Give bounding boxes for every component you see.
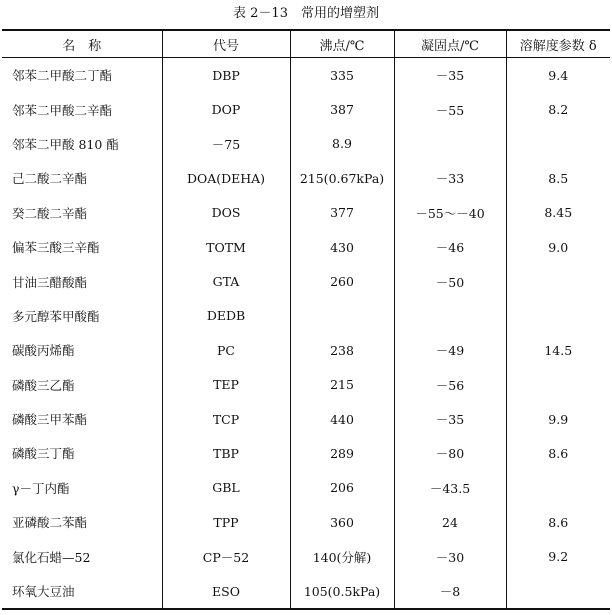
cell-freezing-point: －33 (394, 161, 506, 195)
cell-boiling-point: 8.9 (290, 127, 394, 161)
table-row (2, 368, 610, 402)
cell-freezing-point: －49 (394, 333, 506, 367)
cell-solubility (506, 471, 610, 505)
cell-name: 邻苯二甲酸二丁酯 (12, 68, 113, 84)
cell-boiling-point: 260 (290, 264, 394, 298)
cell-code: GTA (162, 264, 290, 298)
cell-solubility: 9.9 (506, 402, 610, 436)
cell-solubility: 8.2 (506, 92, 610, 126)
cell-boiling-point: 377 (290, 196, 394, 230)
cell-solubility: 8.6 (506, 505, 610, 539)
cell-boiling-point: 335 (290, 58, 394, 93)
cell-code: TBP (162, 436, 290, 470)
table-row (2, 230, 610, 264)
table-row (2, 58, 610, 93)
cell-boiling-point: 215(0.67kPa) (290, 161, 394, 195)
cell-solubility: 8.5 (506, 161, 610, 195)
cell-solubility: 14.5 (506, 333, 610, 367)
cell-code: DEDB (162, 299, 290, 333)
cell-name: 磷酸三甲苯酯 (12, 412, 88, 428)
header-code: 代号 (162, 30, 290, 58)
cell-freezing-point: －43.5 (394, 471, 506, 505)
cell-code: TEP (162, 368, 290, 402)
cell-solubility (506, 299, 610, 333)
cell-name: 氯化石蜡—52 (12, 549, 91, 565)
plasticizer-table (2, 29, 610, 610)
header-name: 名 称 (2, 30, 162, 58)
cell-name: 偏苯三酸三辛酯 (12, 240, 100, 256)
table-row (2, 539, 610, 573)
table-row (2, 333, 610, 367)
cell-code: DOP (162, 92, 290, 126)
cell-boiling-point: 238 (290, 333, 394, 367)
cell-solubility: 9.4 (506, 58, 610, 93)
cell-code: TPP (162, 505, 290, 539)
table-row (2, 299, 610, 333)
cell-boiling-point: 140(分解) (290, 539, 394, 573)
cell-freezing-point: －35 (394, 58, 506, 93)
cell-boiling-point: 289 (290, 436, 394, 470)
table-row (2, 505, 610, 539)
table-caption: 表 2－13 常用的增塑剂 (233, 6, 379, 21)
cell-name: 甘油三醋酸酯 (12, 274, 88, 290)
cell-solubility (506, 574, 610, 609)
cell-boiling-point: 206 (290, 471, 394, 505)
cell-name: 磷酸三丁酯 (12, 446, 75, 462)
cell-code: TOTM (162, 230, 290, 264)
cell-solubility (506, 368, 610, 402)
cell-solubility: 9.0 (506, 230, 610, 264)
cell-name: 癸二酸二辛酯 (12, 205, 88, 221)
table-body (2, 58, 610, 610)
header-row (2, 30, 610, 58)
cell-solubility: 8.45 (506, 196, 610, 230)
table-row (2, 92, 610, 126)
cell-solubility (506, 127, 610, 161)
table-row (2, 264, 610, 298)
cell-boiling-point: 387 (290, 92, 394, 126)
cell-code: PC (162, 333, 290, 367)
table-row (2, 402, 610, 436)
cell-boiling-point (290, 299, 394, 333)
cell-freezing-point: －35 (394, 402, 506, 436)
header-freezing-point: 凝固点/℃ (394, 30, 506, 58)
table-row (2, 574, 610, 609)
table-row (2, 127, 610, 161)
cell-freezing-point: －56 (394, 368, 506, 402)
cell-name: 亚磷酸二苯酯 (12, 515, 88, 531)
cell-code: DOA(DEHA) (162, 161, 290, 195)
header-boiling-point: 沸点/℃ (290, 30, 394, 58)
table-row (2, 471, 610, 505)
cell-freezing-point: －55～－40 (394, 196, 506, 230)
cell-freezing-point: －8 (394, 574, 506, 609)
cell-solubility: 8.6 (506, 436, 610, 470)
cell-freezing-point (394, 127, 506, 161)
table-row (2, 196, 610, 230)
cell-freezing-point (394, 299, 506, 333)
cell-name: 碳酸丙烯酯 (12, 343, 75, 359)
cell-boiling-point: 105(0.5kPa) (290, 574, 394, 609)
cell-boiling-point: 215 (290, 368, 394, 402)
table-row (2, 436, 610, 470)
cell-boiling-point: 430 (290, 230, 394, 264)
cell-code: DOS (162, 196, 290, 230)
cell-code: －75 (162, 127, 290, 161)
cell-name: 邻苯二甲酸二辛酯 (12, 102, 113, 118)
cell-boiling-point: 360 (290, 505, 394, 539)
cell-solubility: 9.2 (506, 539, 610, 573)
cell-name: 磷酸三乙酯 (12, 377, 75, 393)
header-solubility-parameter: 溶解度参数 δ (506, 30, 610, 58)
cell-name: 邻苯二甲酸 810 酯 (12, 136, 119, 152)
cell-code: TCP (162, 402, 290, 436)
cell-freezing-point: －55 (394, 92, 506, 126)
cell-solubility (506, 264, 610, 298)
cell-code: GBL (162, 471, 290, 505)
cell-code: CP－52 (162, 539, 290, 573)
cell-code: DBP (162, 58, 290, 93)
table-row (2, 161, 610, 195)
cell-freezing-point: －30 (394, 539, 506, 573)
cell-freezing-point: 24 (394, 505, 506, 539)
cell-boiling-point: 440 (290, 402, 394, 436)
cell-name: γ－丁内酯 (12, 480, 70, 496)
cell-freezing-point: －50 (394, 264, 506, 298)
cell-freezing-point: －80 (394, 436, 506, 470)
cell-freezing-point: －46 (394, 230, 506, 264)
cell-name: 多元醇苯甲酸酯 (12, 308, 100, 324)
cell-name: 己二酸二辛酯 (12, 171, 88, 187)
cell-code: ESO (162, 574, 290, 609)
cell-name: 环氧大豆油 (2, 574, 162, 609)
